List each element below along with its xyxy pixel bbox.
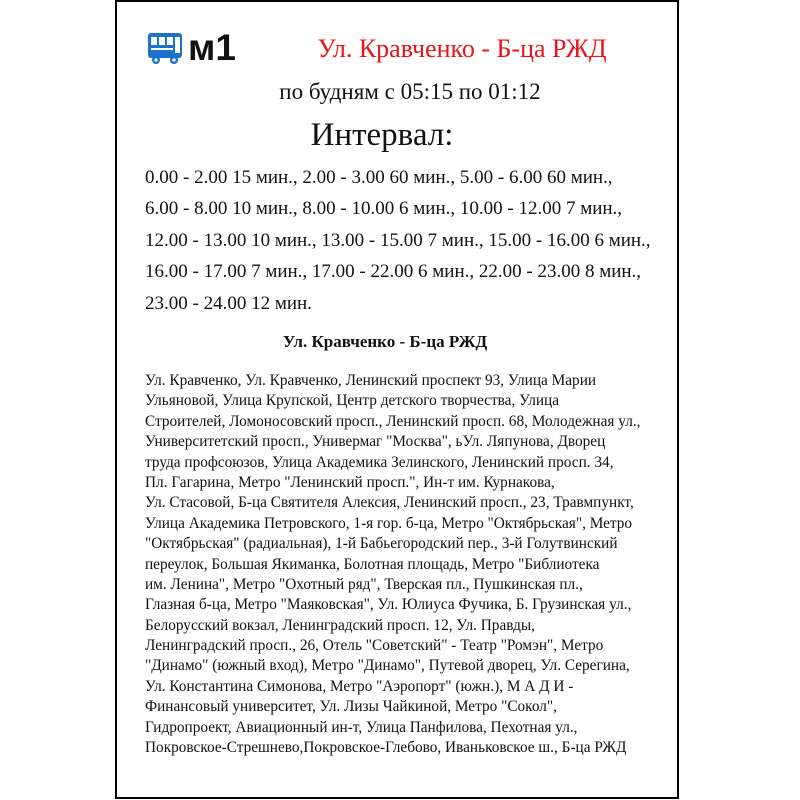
interval-line: 16.00 - 17.00 7 мин., 17.00 - 22.00 6 мин., 22.00 - 23.00 8 мин., bbox=[145, 261, 642, 283]
stops-line: Пл. Гагарина, Метро "Ленинский просп.", Ин-т им. Курнакова, bbox=[145, 473, 555, 491]
stops-line: труда профсоюзов, Улица Академика Зелинского, Ленинский просп. 34, bbox=[145, 453, 614, 471]
stops-line: Покровское-Стрешнево,Покровское-Глебово, Иваньковское ш., Б-ца РЖД bbox=[145, 739, 627, 757]
stops-line: Ул. Кравченко, Ул. Кравченко, Ленинский проспект 93, Улица Марии bbox=[145, 372, 597, 389]
stops-line: "Октябрьская" (радиальная), 1-й Бабьегородский пер., 3-й Голутвинский bbox=[145, 535, 618, 553]
bus-icon bbox=[147, 30, 185, 66]
stops-line: Университетский просп., Универмаг "Москва", ьУл. Ляпунова, Дворец bbox=[145, 433, 606, 451]
stops-line: Финансовый университет, Ул. Лизы Чайкиной, Метро "Сокол", bbox=[145, 698, 557, 716]
interval-heading: Интервал: bbox=[310, 117, 454, 153]
route-number: м1 bbox=[188, 27, 236, 68]
stops-line: Ленинградский просп., 26, Отель "Советский" - Театр "Ромэн", Метро bbox=[145, 637, 604, 655]
stops-line: Гидропроект, Авиационный ин-т, Улица Панфилова, Пехотная ул., bbox=[145, 718, 578, 736]
stops-line: Ульяновой, Улица Крупской, Центр детского творчества, Улица bbox=[145, 392, 560, 410]
interval-line: 6.00 - 8.00 10 мин., 8.00 - 10.00 6 мин., 10.00 - 12.00 7 мин., bbox=[145, 198, 623, 220]
stops-line: переулок, Большая Якиманка, Болотная площадь, Метро "Библиотека bbox=[145, 555, 600, 573]
stops-list bbox=[145, 371, 665, 758]
stops-line: им. Ленина", Метро "Охотный ряд", Тверская пл., Пушкинская пл., bbox=[145, 575, 583, 593]
interval-line: 0.00 - 2.00 15 мин., 2.00 - 3.00 60 мин., 5.00 - 6.00 60 мин., bbox=[145, 167, 613, 188]
interval-list bbox=[145, 164, 675, 321]
stops-line: Глазная б-ца, Метро "Маяковская", Ул. Юлиуса Фучика, Б. Грузинская ул., bbox=[145, 596, 632, 614]
stops-line: Строителей, Ломоносовский просп., Ленинский просп. 68, Молодежная ул., bbox=[145, 412, 641, 430]
stops-line: Улица Академика Петровского, 1-я гор. б-ца, Метро "Октябрьская", Метро bbox=[145, 514, 633, 532]
stops-heading: Ул. Кравченко - Б-ца РЖД bbox=[282, 332, 488, 351]
stops-line: "Динамо" (южный вход), Метро "Динамо", Путевой дворец, Ул. Серегина, bbox=[145, 657, 630, 675]
interval-line: 12.00 - 13.00 10 мин., 13.00 - 15.00 7 мин., 15.00 - 16.00 6 мин., bbox=[145, 229, 651, 251]
interval-line: 23.00 - 24.00 12 мин. bbox=[145, 292, 312, 314]
schedule-text: по будням с 05:15 по 01:12 bbox=[279, 79, 541, 104]
stops-line: Белорусский вокзал, Ленинградский просп. 12, Ул. Правды, bbox=[145, 616, 535, 634]
stops-line: Ул. Константина Симонова, Метро "Аэропорт" (южн.), М А Д И - bbox=[145, 677, 574, 695]
stops-line: Ул. Стасовой, Б-ца Святителя Алексия, Ленинский просп., 23, Травмпункт, bbox=[145, 494, 634, 512]
route-title: Ул. Кравченко - Б-ца РЖД bbox=[317, 34, 607, 63]
